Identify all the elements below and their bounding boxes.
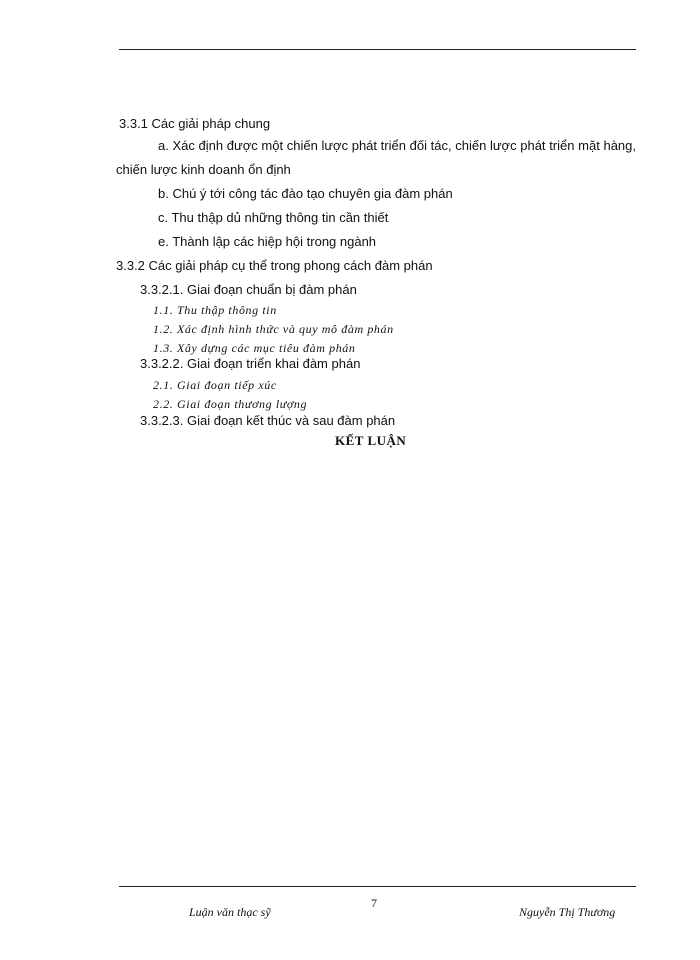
toc-entry-2-2: 2.2. Giai đoạn thương lượng <box>153 397 308 411</box>
toc-entry-1-1: 1.1. Thu thập thông tin <box>153 303 277 317</box>
toc-entry-1-3: 1.3. Xây dựng các mục tiêu đàm phán <box>153 341 356 355</box>
toc-entry-1-2: 1.2. Xác định hình thức và quy mô đàm phán <box>153 322 394 336</box>
footer-rule <box>119 886 636 887</box>
toc-entry-3-3-2: 3.3.2 Các giải pháp cụ thể trong phong cách đàm phán <box>116 258 433 273</box>
footer-document-type: Luận văn thạc sỹ <box>189 905 271 919</box>
toc-entry-3-3-2-1: 3.3.2.1. Giai đoạn chuẩn bị đàm phán <box>140 282 357 297</box>
toc-entry-3-3-1: 3.3.1 Các giải pháp chung <box>119 116 271 131</box>
page-number: 7 <box>371 896 377 910</box>
toc-entry-3-3-1-e: e. Thành lập các hiệp hội trong ngành <box>158 234 377 249</box>
footer-author: Nguyễn Thị Thương <box>519 905 616 919</box>
toc-entry-2-1: 2.1. Giai đoạn tiếp xúc <box>153 378 277 392</box>
toc-entry-3-3-1-a: a. Xác định được một chiến lược phát triển đối tác, chiến lược phát triển mặt hàng, chiến lược kinh doanh ổn định <box>116 138 636 177</box>
toc-entry-3-3-1-c: c. Thu thập dủ những thông tin cần thiết <box>158 210 389 225</box>
toc-entry-3-3-2-3: 3.3.2.3. Giai đoạn kết thúc và sau đàm phán <box>140 413 396 428</box>
toc-entry-3-3-1-b: b. Chú ý tới công tác đào tạo chuyên gia đàm phán <box>158 186 453 201</box>
conclusion-heading: KẾT LUẬN <box>335 433 407 448</box>
toc-entry-3-3-2-2: 3.3.2.2. Giai đoạn triển khai đàm phán <box>140 356 361 371</box>
